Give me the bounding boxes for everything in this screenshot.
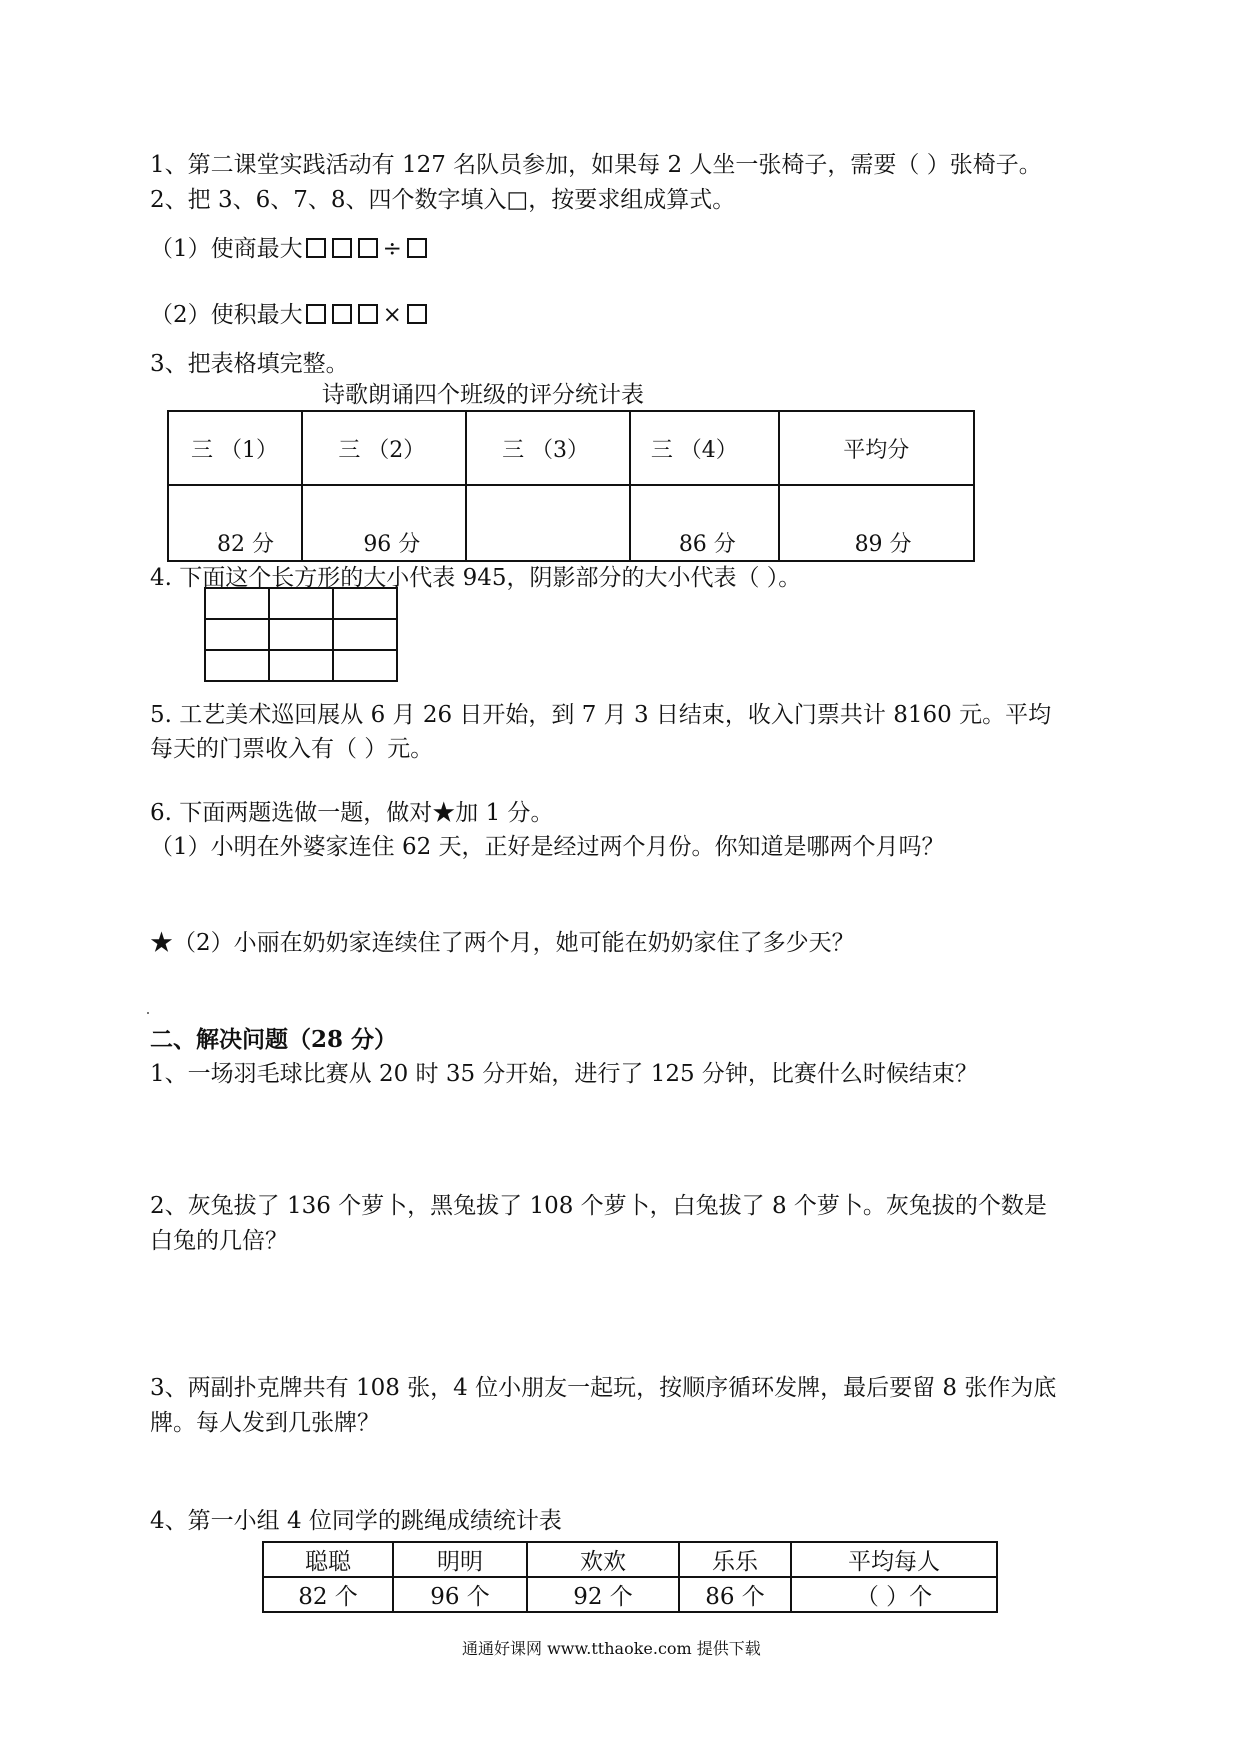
grid-cell (333, 650, 397, 681)
grid-row (205, 588, 397, 619)
answer-box[interactable] (407, 304, 427, 324)
problem-2-2-line2: 白兔的几倍？ (150, 1228, 288, 1254)
answer-box[interactable] (407, 238, 427, 258)
problem-2-1: 1、一场羽毛球比赛从 20 时 35 分开始，进行了 125 分钟，比赛什么时候结束？ (150, 1061, 978, 1087)
table-header-cell: 平均分 (779, 411, 974, 485)
multiply-sign: × (382, 302, 402, 328)
table-row (263, 1577, 997, 1612)
grid-cell (269, 588, 333, 619)
scan-speck (147, 1012, 149, 1014)
table-header-cell: 三 （4） (630, 411, 779, 485)
problem-2-3-line1: 3、两副扑克牌共有 108 张，4 位小朋友一起玩，按顺序循环发牌，最后要留 8 张作为底 (150, 1375, 1057, 1401)
score-table-title: 诗歌朗诵四个班级的评分统计表 (322, 382, 644, 408)
table-cell-blank[interactable] (466, 485, 630, 561)
question-1-4: 4. 下面这个长方形的大小代表 945，阴影部分的大小代表（ ）。 (150, 565, 802, 591)
answer-box[interactable] (332, 238, 352, 258)
table-header-cell: 平均每人 (791, 1542, 997, 1577)
table-header-cell: 乐乐 (679, 1542, 791, 1577)
grid-cell (269, 619, 333, 650)
problem-2-4: 4、第一小组 4 位同学的跳绳成绩统计表 (150, 1508, 562, 1534)
table-cell: 96 分 (302, 485, 466, 561)
grid-cell (333, 588, 397, 619)
table-cell: 86 分 (630, 485, 779, 561)
question-1-2b-label: （2）使积最大 (150, 302, 303, 328)
question-1-2a (150, 234, 430, 264)
table-row (168, 485, 974, 561)
table-cell-answer[interactable]: （ ）个 (791, 1577, 997, 1612)
answer-box[interactable] (306, 304, 326, 324)
table-cell: 89 分 (779, 485, 974, 561)
grid-row (205, 619, 397, 650)
question-1-2: 2、把 3、6、7、8、四个数字填入□，按要求组成算式。 (150, 187, 736, 213)
question-1-3: 3、把表格填完整。 (150, 351, 349, 377)
score-table (167, 410, 975, 562)
question-1-2b (150, 300, 430, 330)
section-2-heading: 二、解决问题（28 分） (150, 1026, 398, 1053)
problem-2-2-line1: 2、灰兔拔了 136 个萝卜，黑兔拔了 108 个萝卜，白兔拔了 8 个萝卜。灰兔拔的个数是 (150, 1193, 1047, 1219)
question-1-5-line1: 5. 工艺美术巡回展从 6 月 26 日开始，到 7 月 3 日结束，收入门票共计 8160 元。平均 (150, 702, 1052, 728)
answer-box[interactable] (306, 238, 326, 258)
problem-2-3-line2: 牌。每人发到几张牌？ (150, 1410, 380, 1436)
grid-cell (205, 650, 269, 681)
table-header-cell: 三 （3） (466, 411, 630, 485)
answer-box[interactable] (358, 238, 378, 258)
answer-box[interactable] (332, 304, 352, 324)
table-row (263, 1542, 997, 1577)
footer-credit: 通通好课网 www.tthaoke.com 提供下载 (462, 1639, 761, 1658)
question-1-6: 6. 下面两题选做一题，做对★加 1 分。 (150, 800, 554, 826)
table-header-cell: 聪聪 (263, 1542, 393, 1577)
question-1-6b: ★（2）小丽在奶奶家连续住了两个月，她可能在奶奶家住了多少天？ (150, 930, 855, 956)
divide-sign: ÷ (382, 236, 402, 262)
answer-box[interactable] (358, 304, 378, 324)
table-header-cell: 三 （2） (302, 411, 466, 485)
table-header-cell: 明明 (393, 1542, 527, 1577)
question-1-2a-label: （1）使商最大 (150, 236, 303, 262)
grid-cell (205, 619, 269, 650)
table-cell: 86 个 (679, 1577, 791, 1612)
grid-row (205, 650, 397, 681)
table-cell: 92 个 (527, 1577, 679, 1612)
question-1-6a: （1）小明在外婆家连住 62 天，正好是经过两个月份。你知道是哪两个月吗？ (150, 834, 945, 860)
grid-cell (205, 588, 269, 619)
rectangle-grid (204, 587, 398, 682)
table-cell: 96 个 (393, 1577, 527, 1612)
grid-cell (333, 619, 397, 650)
table-row (168, 411, 974, 485)
table-cell: 82 个 (263, 1577, 393, 1612)
table-header-cell: 欢欢 (527, 1542, 679, 1577)
question-1-1: 1、第二课堂实践活动有 127 名队员参加，如果每 2 人坐一张椅子，需要（ ）张椅子。 (150, 152, 1042, 178)
table-cell: 82 分 (168, 485, 302, 561)
grid-cell (269, 650, 333, 681)
table-header-cell: 三 （1） (168, 411, 302, 485)
rope-skipping-table (262, 1541, 998, 1613)
question-1-5-line2: 每天的门票收入有（ ）元。 (150, 736, 434, 762)
